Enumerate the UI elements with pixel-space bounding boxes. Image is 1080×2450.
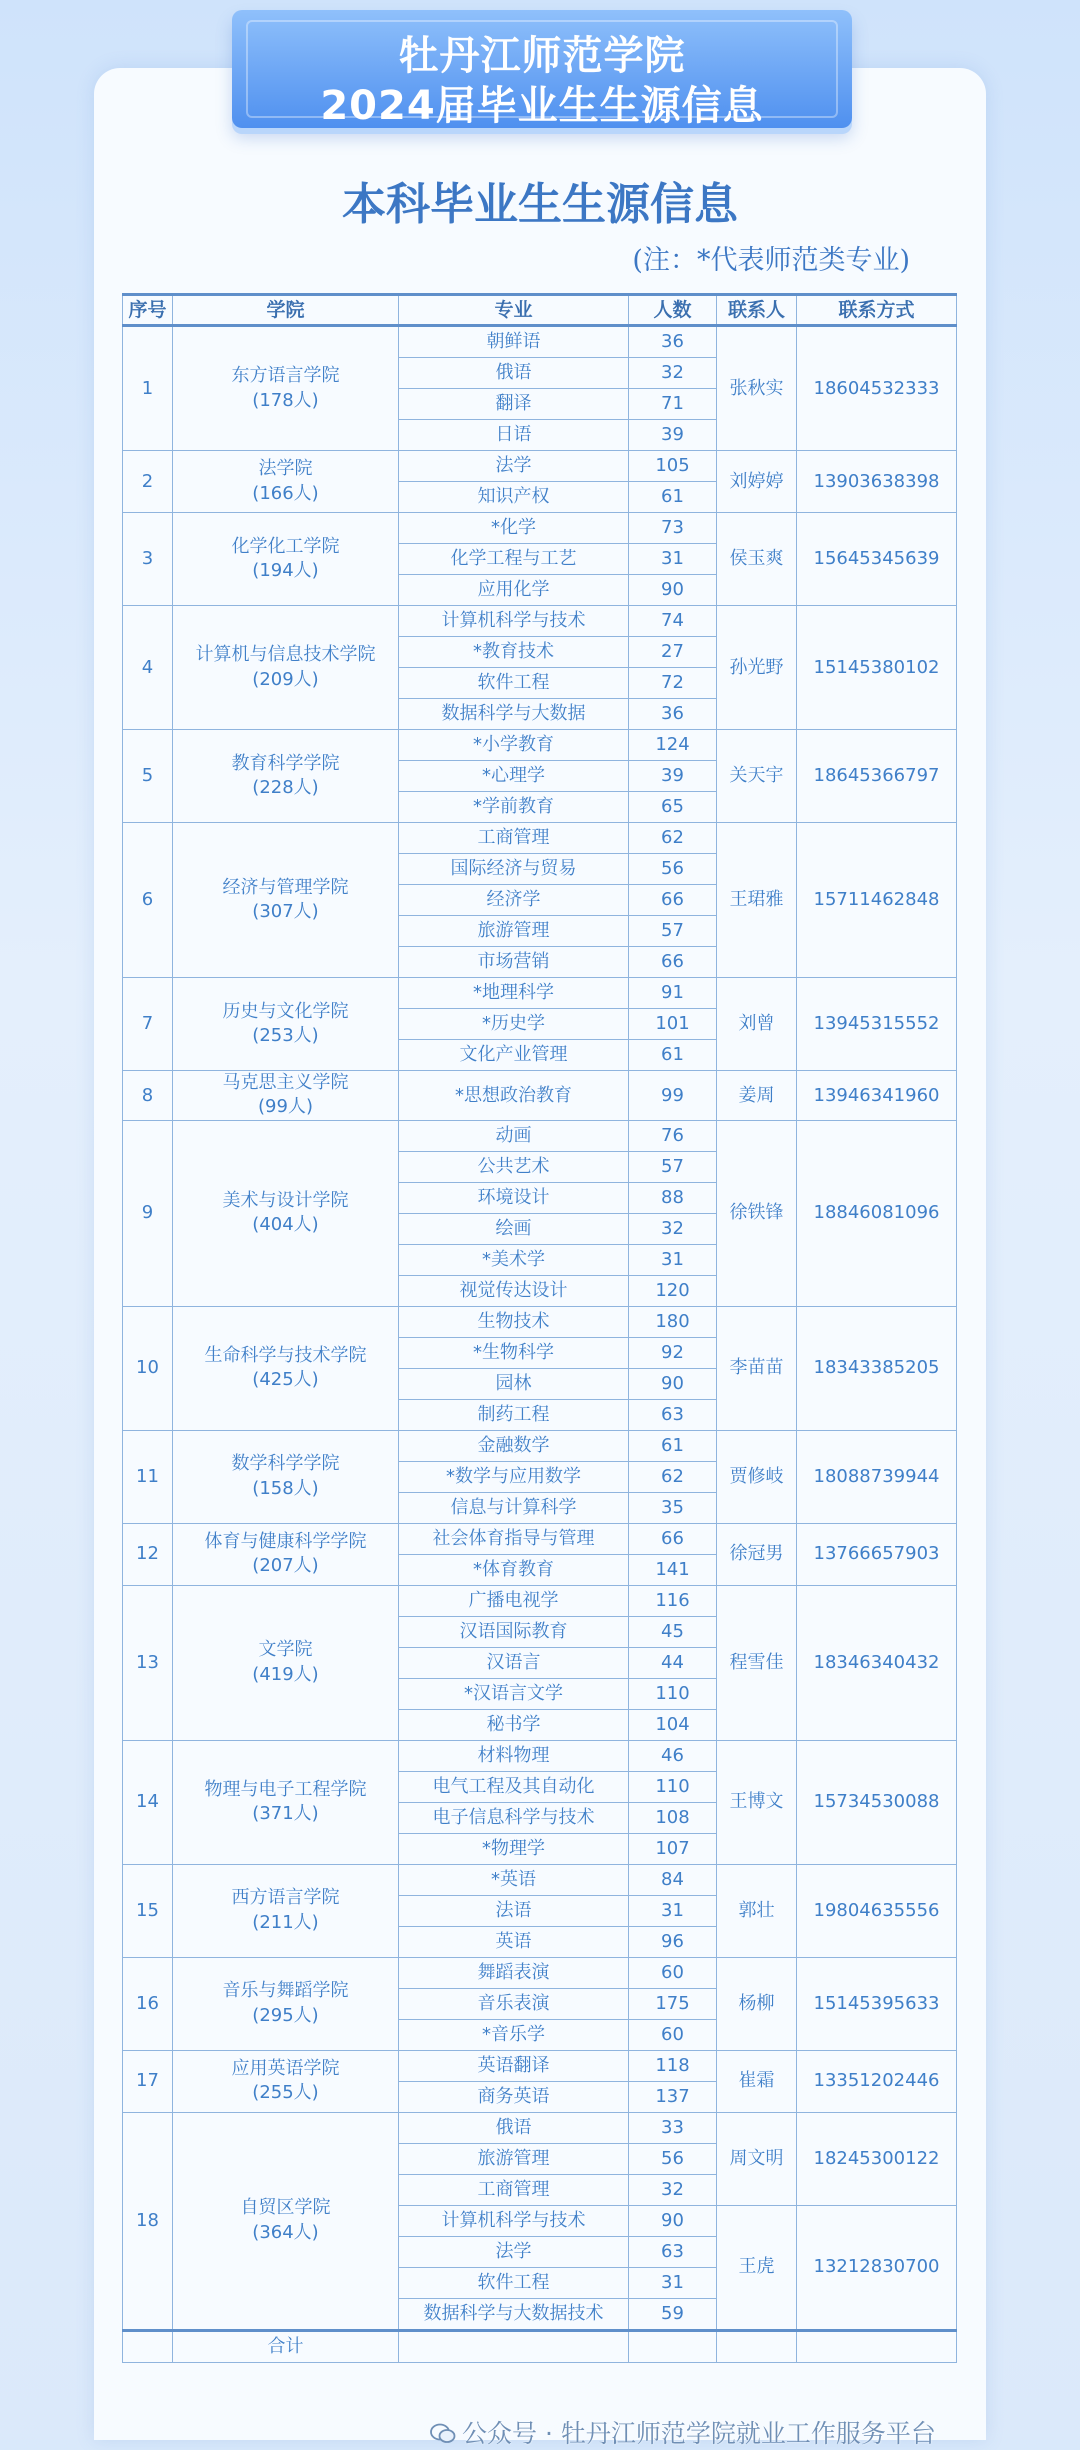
contact-phone: 13946341960 [797, 1071, 957, 1121]
major-count: 90 [629, 2205, 717, 2236]
row-index: 12 [123, 1523, 173, 1585]
contact-name: 张秋实 [717, 326, 797, 451]
college-count: (166人) [252, 482, 319, 504]
table-row [123, 1585, 957, 1616]
major-name: 汉语言 [399, 1647, 629, 1678]
table-row [123, 978, 957, 1009]
major-count: 110 [629, 1678, 717, 1709]
header-count: 人数 [629, 295, 717, 326]
major-name: *思想政治教育 [399, 1071, 629, 1121]
major-count: 36 [629, 326, 717, 358]
college-cell [173, 326, 399, 451]
major-name: 市场营销 [399, 947, 629, 978]
contact-phone: 13212830700 [797, 2205, 957, 2330]
table-row [123, 1071, 957, 1121]
major-name: *物理学 [399, 1833, 629, 1864]
major-name: 数据科学与大数据技术 [399, 2298, 629, 2330]
major-count: 92 [629, 1337, 717, 1368]
header-phone: 联系方式 [797, 295, 957, 326]
row-index: 17 [123, 2050, 173, 2112]
major-count: 118 [629, 2050, 717, 2081]
college-name: 生命科学与技术学院 [204, 1344, 367, 1366]
college-name: 美术与设计学院 [222, 1189, 349, 1211]
major-name: 商务英语 [399, 2081, 629, 2112]
major-count: 36 [629, 699, 717, 730]
header-banner [232, 10, 852, 128]
college-cell [173, 730, 399, 823]
contact-name: 周文明 [717, 2112, 797, 2205]
college-cell [173, 1071, 399, 1121]
college-cell [173, 1957, 399, 2050]
major-name: 朝鲜语 [399, 326, 629, 358]
major-name: 数据科学与大数据 [399, 699, 629, 730]
major-name: 知识产权 [399, 482, 629, 513]
major-name: *化学 [399, 513, 629, 544]
major-count: 31 [629, 1244, 717, 1275]
college-name: 经济与管理学院 [222, 876, 349, 898]
major-name: 电气工程及其自动化 [399, 1771, 629, 1802]
row-index: 5 [123, 730, 173, 823]
major-count: 105 [629, 451, 717, 482]
major-count: 31 [629, 1895, 717, 1926]
contact-name: 徐冠男 [717, 1523, 797, 1585]
major-name: 工商管理 [399, 823, 629, 854]
college-cell [173, 606, 399, 730]
contact-name: 王博文 [717, 1740, 797, 1864]
college-count: (207人) [252, 1555, 319, 1577]
major-count: 74 [629, 606, 717, 637]
major-count: 66 [629, 1523, 717, 1554]
contact-phone: 13766657903 [797, 1523, 957, 1585]
major-name: 日语 [399, 420, 629, 451]
major-count: 39 [629, 420, 717, 451]
row-index: 7 [123, 978, 173, 1071]
table-body [123, 326, 957, 2363]
contact-phone: 18245300122 [797, 2112, 957, 2205]
major-name: 计算机科学与技术 [399, 2205, 629, 2236]
major-count: 32 [629, 1213, 717, 1244]
major-count: 137 [629, 2081, 717, 2112]
contact-phone: 18645366797 [797, 730, 957, 823]
college-name: 西方语言学院 [231, 1887, 340, 1909]
contact-name: 刘婷婷 [717, 451, 797, 513]
college-cell [173, 1306, 399, 1430]
major-name: *心理学 [399, 761, 629, 792]
contact-phone: 15645345639 [797, 513, 957, 606]
college-count: (253人) [252, 1025, 319, 1046]
major-count: 56 [629, 2143, 717, 2174]
contact-phone: 18604532333 [797, 326, 957, 451]
major-name: 应用化学 [399, 575, 629, 606]
major-name: 化学工程与工艺 [399, 544, 629, 575]
major-name: 材料物理 [399, 1740, 629, 1771]
major-name: 软件工程 [399, 2267, 629, 2298]
major-count: 84 [629, 1864, 717, 1895]
watermark-text: 公众号 · 牡丹江师范学院就业工作服务平台 [462, 2419, 936, 2448]
contact-name: 孙光野 [717, 606, 797, 730]
major-name: *音乐学 [399, 2019, 629, 2050]
college-name: 物理与电子工程学院 [204, 1778, 367, 1800]
major-name: *学前教育 [399, 792, 629, 823]
row-index: 18 [123, 2112, 173, 2330]
major-count: 108 [629, 1802, 717, 1833]
major-count: 88 [629, 1182, 717, 1213]
major-name: 俄语 [399, 358, 629, 389]
contact-phone: 15145395633 [797, 1957, 957, 2050]
college-count: (425人) [252, 1369, 319, 1391]
header-major: 专业 [399, 295, 629, 326]
table-row [123, 1523, 957, 1554]
major-count: 60 [629, 1957, 717, 1988]
row-index: 9 [123, 1120, 173, 1306]
contact-phone: 13903638398 [797, 451, 957, 513]
college-count: (371人) [252, 1803, 319, 1825]
major-name: 社会体育指导与管理 [399, 1523, 629, 1554]
major-count: 66 [629, 885, 717, 916]
major-name: 电子信息科学与技术 [399, 1802, 629, 1833]
major-count: 32 [629, 358, 717, 389]
table-row [123, 823, 957, 854]
contact-name: 李苗苗 [717, 1306, 797, 1430]
major-count: 62 [629, 1461, 717, 1492]
college-name: 数学科学学院 [231, 1453, 340, 1475]
banner-school-name: 牡丹江师范学院 [398, 33, 686, 79]
major-count: 175 [629, 1988, 717, 2019]
college-count: (211人) [252, 1911, 319, 1933]
college-count: (255人) [252, 2082, 319, 2104]
college-name: 法学院 [258, 458, 313, 480]
total-row [123, 2330, 957, 2362]
banner-subtitle: 2024届毕业生生源信息 [320, 83, 764, 129]
major-count: 57 [629, 916, 717, 947]
header-index: 序号 [123, 295, 173, 326]
major-count: 180 [629, 1306, 717, 1337]
college-cell [173, 1585, 399, 1740]
major-count: 61 [629, 1040, 717, 1071]
college-count: (158人) [252, 1477, 319, 1499]
major-name: *汉语言文学 [399, 1678, 629, 1709]
major-name: 公共艺术 [399, 1151, 629, 1182]
table-header-row [123, 295, 957, 326]
major-count: 62 [629, 823, 717, 854]
contact-name: 贾修岐 [717, 1430, 797, 1523]
contact-name: 郭壮 [717, 1864, 797, 1957]
major-name: 金融数学 [399, 1430, 629, 1461]
table-row [123, 606, 957, 637]
major-name: 制药工程 [399, 1399, 629, 1430]
contact-name: 王珺雅 [717, 823, 797, 978]
college-count: (209人) [252, 668, 319, 690]
header-college: 学院 [173, 295, 399, 326]
major-count: 107 [629, 1833, 717, 1864]
major-name: 环境设计 [399, 1182, 629, 1213]
major-name: 软件工程 [399, 668, 629, 699]
major-name: *美术学 [399, 1244, 629, 1275]
major-name: 俄语 [399, 2112, 629, 2143]
contact-phone: 18346340432 [797, 1585, 957, 1740]
college-cell [173, 513, 399, 606]
college-count: (307人) [252, 901, 319, 922]
major-count: 90 [629, 1368, 717, 1399]
row-index: 4 [123, 606, 173, 730]
major-count: 31 [629, 2267, 717, 2298]
row-index: 8 [123, 1071, 173, 1121]
contact-phone: 13351202446 [797, 2050, 957, 2112]
major-count: 99 [629, 1071, 717, 1121]
college-cell [173, 823, 399, 978]
college-cell [173, 451, 399, 513]
contact-name: 王虎 [717, 2205, 797, 2330]
college-name: 东方语言学院 [231, 365, 340, 387]
contact-phone: 15734530088 [797, 1740, 957, 1864]
major-name: 计算机科学与技术 [399, 606, 629, 637]
row-index: 13 [123, 1585, 173, 1740]
row-index: 10 [123, 1306, 173, 1430]
college-name: 文学院 [258, 1639, 313, 1661]
graduate-table [122, 293, 957, 2363]
major-count: 57 [629, 1151, 717, 1182]
table-row [123, 2050, 957, 2081]
major-count: 110 [629, 1771, 717, 1802]
major-name: 旅游管理 [399, 916, 629, 947]
major-name: 法学 [399, 451, 629, 482]
major-count: 63 [629, 2236, 717, 2267]
college-count: (178人) [252, 389, 319, 411]
college-cell [173, 1864, 399, 1957]
total-empty [629, 2330, 717, 2362]
table-row [123, 1120, 957, 1151]
total-empty [797, 2330, 957, 2362]
total-index [123, 2330, 173, 2362]
row-index: 11 [123, 1430, 173, 1523]
watermark [430, 2414, 1070, 2450]
major-name: 国际经济与贸易 [399, 854, 629, 885]
contact-phone: 15145380102 [797, 606, 957, 730]
row-index: 14 [123, 1740, 173, 1864]
college-cell [173, 978, 399, 1071]
major-count: 27 [629, 637, 717, 668]
major-name: 生物技术 [399, 1306, 629, 1337]
college-cell [173, 1430, 399, 1523]
major-name: 经济学 [399, 885, 629, 916]
major-name: *地理科学 [399, 978, 629, 1009]
college-cell [173, 1523, 399, 1585]
college-count: (295人) [252, 2004, 319, 2026]
contact-name: 关天宇 [717, 730, 797, 823]
contact-name: 刘曾 [717, 978, 797, 1071]
major-name: 信息与计算科学 [399, 1492, 629, 1523]
major-count: 45 [629, 1616, 717, 1647]
major-name: *生物科学 [399, 1337, 629, 1368]
row-index: 3 [123, 513, 173, 606]
wechat-icon [430, 2423, 456, 2445]
college-cell [173, 2050, 399, 2112]
contact-phone: 13945315552 [797, 978, 957, 1071]
row-index: 15 [123, 1864, 173, 1957]
major-name: 音乐表演 [399, 1988, 629, 2019]
major-count: 60 [629, 2019, 717, 2050]
major-count: 73 [629, 513, 717, 544]
college-name: 自贸区学院 [240, 2197, 331, 2219]
college-name: 教育科学学院 [231, 752, 340, 774]
major-name: 汉语国际教育 [399, 1616, 629, 1647]
college-cell [173, 1120, 399, 1306]
table-row [123, 1306, 957, 1337]
major-count: 66 [629, 947, 717, 978]
college-count: (404人) [252, 1214, 319, 1236]
document-note: (注：*代表师范类专业) [632, 245, 910, 276]
college-name: 体育与健康科学学院 [204, 1530, 367, 1552]
college-name: 音乐与舞蹈学院 [222, 1980, 349, 2002]
major-count: 101 [629, 1009, 717, 1040]
major-name: 秘书学 [399, 1709, 629, 1740]
total-empty [717, 2330, 797, 2362]
contact-name: 崔霜 [717, 2050, 797, 2112]
contact-phone: 18846081096 [797, 1120, 957, 1306]
major-name: *历史学 [399, 1009, 629, 1040]
college-cell [173, 1740, 399, 1864]
contact-phone: 15711462848 [797, 823, 957, 978]
major-count: 90 [629, 575, 717, 606]
college-cell [173, 2112, 399, 2330]
table-row [123, 1957, 957, 1988]
major-count: 31 [629, 544, 717, 575]
college-count: (194人) [252, 560, 319, 581]
contact-name: 程雪佳 [717, 1585, 797, 1740]
table-row [123, 326, 957, 358]
college-name: 计算机与信息技术学院 [195, 644, 376, 666]
major-count: 44 [629, 1647, 717, 1678]
contact-phone: 19804635556 [797, 1864, 957, 1957]
major-name: *教育技术 [399, 637, 629, 668]
major-name: 广播电视学 [399, 1585, 629, 1616]
college-count: (419人) [252, 1663, 319, 1685]
contact-name: 徐铁锋 [717, 1120, 797, 1306]
contact-phone: 18088739944 [797, 1430, 957, 1523]
table-row [123, 730, 957, 761]
major-name: 绘画 [399, 1213, 629, 1244]
table-row [123, 451, 957, 482]
college-name: 化学化工学院 [231, 535, 340, 557]
major-name: *体育教育 [399, 1554, 629, 1585]
header-contact: 联系人 [717, 295, 797, 326]
college-count: (228人) [252, 777, 319, 798]
major-name: 舞蹈表演 [399, 1957, 629, 1988]
major-name: 视觉传达设计 [399, 1275, 629, 1306]
table-row [123, 513, 957, 544]
major-count: 116 [629, 1585, 717, 1616]
major-count: 56 [629, 854, 717, 885]
major-count: 39 [629, 761, 717, 792]
contact-name: 杨柳 [717, 1957, 797, 2050]
major-name: 英语翻译 [399, 2050, 629, 2081]
major-name: *小学教育 [399, 730, 629, 761]
major-count: 63 [629, 1399, 717, 1430]
major-count: 72 [629, 668, 717, 699]
major-count: 76 [629, 1120, 717, 1151]
major-count: 91 [629, 978, 717, 1009]
college-name: 历史与文化学院 [222, 1000, 349, 1022]
major-name: *英语 [399, 1864, 629, 1895]
major-name: 旅游管理 [399, 2143, 629, 2174]
major-name: 翻译 [399, 389, 629, 420]
total-label: 合计 [173, 2330, 399, 2362]
major-count: 61 [629, 482, 717, 513]
major-count: 96 [629, 1926, 717, 1957]
college-count: (99人) [258, 1096, 313, 1118]
major-name: *数学与应用数学 [399, 1461, 629, 1492]
major-name: 文化产业管理 [399, 1040, 629, 1071]
major-count: 104 [629, 1709, 717, 1740]
major-name: 园林 [399, 1368, 629, 1399]
major-name: 法语 [399, 1895, 629, 1926]
row-index: 2 [123, 451, 173, 513]
table-row [123, 1740, 957, 1771]
major-count: 32 [629, 2174, 717, 2205]
major-count: 124 [629, 730, 717, 761]
major-count: 46 [629, 1740, 717, 1771]
major-count: 35 [629, 1492, 717, 1523]
document-title: 本科毕业生生源信息 [342, 179, 738, 230]
college-name: 马克思主义学院 [222, 1072, 349, 1093]
row-index: 16 [123, 1957, 173, 2050]
major-name: 英语 [399, 1926, 629, 1957]
major-count: 59 [629, 2298, 717, 2330]
college-count: (364人) [252, 2221, 319, 2243]
college-name: 应用英语学院 [231, 2057, 340, 2079]
major-name: 动画 [399, 1120, 629, 1151]
major-count: 33 [629, 2112, 717, 2143]
contact-name: 侯玉爽 [717, 513, 797, 606]
major-count: 141 [629, 1554, 717, 1585]
total-empty [399, 2330, 629, 2362]
row-index: 1 [123, 326, 173, 451]
major-count: 120 [629, 1275, 717, 1306]
major-name: 工商管理 [399, 2174, 629, 2205]
major-count: 71 [629, 389, 717, 420]
contact-name: 姜周 [717, 1071, 797, 1121]
contact-phone: 18343385205 [797, 1306, 957, 1430]
major-count: 61 [629, 1430, 717, 1461]
table-row [123, 1864, 957, 1895]
table-row [123, 1430, 957, 1461]
table-row [123, 2112, 957, 2143]
major-count: 65 [629, 792, 717, 823]
major-name: 法学 [399, 2236, 629, 2267]
row-index: 6 [123, 823, 173, 978]
